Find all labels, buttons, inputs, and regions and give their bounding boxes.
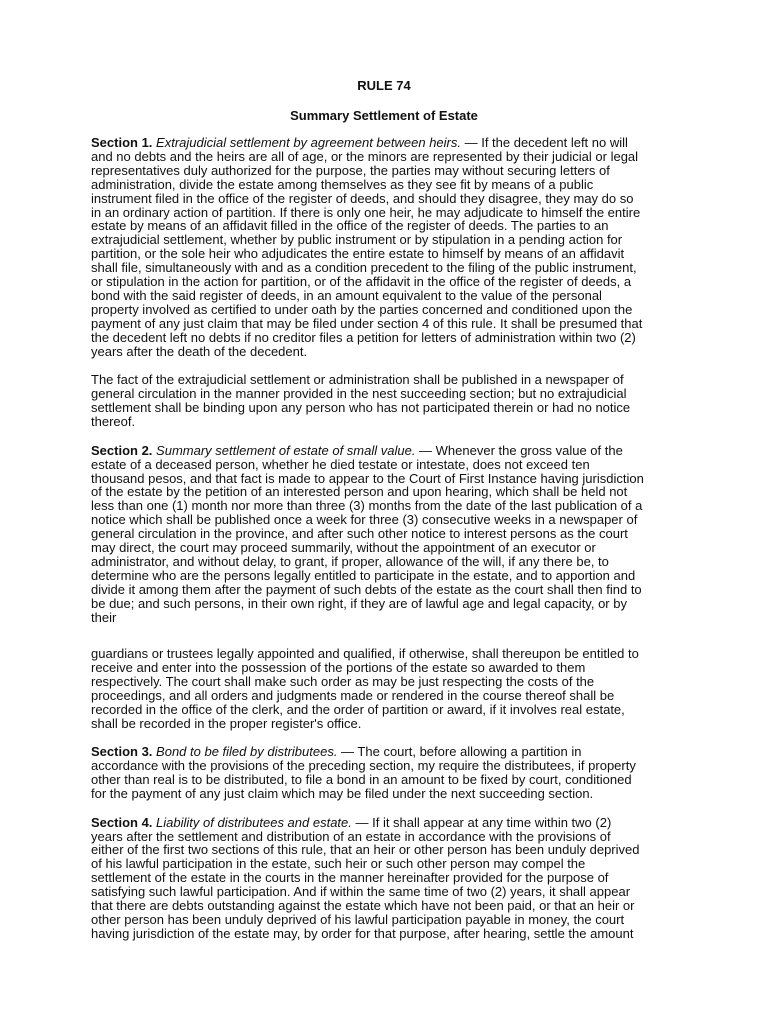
section-1-title: Extrajudicial settlement by agreement between heirs.: [156, 135, 461, 150]
text-line: settlement shall be binding upon any person who has not participated therein or had no notice: [91, 400, 631, 416]
section-4-title: Liability of distributees and estate.: [156, 814, 352, 830]
text-line: administrator, and without delay, to grant, if proper, allowance of the will, if any there be, to: [91, 553, 609, 569]
text-line: the decedent left no debts if no creditor files a petition for letters of administration within two (2): [91, 329, 636, 345]
text-line: and no debts and the heirs are all of age, or the minors are represented by their judicial or legal: [91, 148, 639, 164]
text-line: shall file, simultaneously with and as a condition precedent to the filing of the public instrument,: [91, 260, 637, 276]
section-2-title: Summary settlement of estate of small value.: [156, 442, 416, 458]
text-line: estate by means of an affidavit filled in the office of the register of deeds. The parties to an: [91, 218, 609, 234]
section-2-heading: Section 2.: [91, 442, 153, 458]
section-1-heading: Section 1.: [91, 135, 153, 150]
text-line: may direct, the court may proceed summarily, without the appointment of an executor or: [91, 540, 596, 556]
text-line: recorded in the office of the clerk, and the order of partition or award, if it involves real estate,: [91, 701, 625, 717]
section-2-first-line: [91, 444, 691, 458]
text-line: either of the first two sections of this rule, that an heir or other person has been unduly deprived: [91, 842, 640, 858]
section-3-paragraph: [91, 745, 691, 801]
text-line: extrajudicial settlement, whether by public instrument or by stipulation in a pending action for: [91, 232, 623, 248]
section-1-first-line-rest: — If the decedent left no will: [460, 135, 628, 150]
text-line: guardians or trustees legally appointed and qualified, if otherwise, shall thereupon be entitled to: [91, 646, 639, 661]
section-1-first-line: [91, 136, 691, 150]
section-3-first-line: [91, 745, 691, 759]
text-line: general circulation in the manner provided in the nest succeeding section; but no extrajudicial: [91, 386, 627, 402]
text-line: bond with the said register of deeds, in an amount equivalent to the value of the personal: [91, 287, 602, 303]
text-line: notice which shall be published once a week for three (3) consecutive weeks in a newspaper of: [91, 512, 638, 528]
section-2-first-line-rest: — Whenever the gross value of the: [415, 442, 623, 458]
section-4-heading: Section 4.: [91, 814, 153, 830]
text-line: payment of any just claim that may be filed under section 4 of this rule. It shall be presumed that: [91, 315, 643, 331]
text-line: their: [91, 609, 117, 625]
text-line: estate of a deceased person, whether he died testate or intestate, does not exceed ten: [91, 456, 590, 472]
text-line: other than real is to be distributed, to file a bond in an amount to be fixed by court, conditioned: [91, 772, 632, 788]
text-line: proceedings, and all orders and judgments made or rendered in the course thereof shall be: [91, 687, 615, 703]
text-line: determine who are the persons legally entitled to participate in the estate, and to apportion and: [91, 567, 636, 583]
text-line: settlement of the estate in the courts in the manner hereinafter provided for the purpose of: [91, 870, 609, 886]
text-line: years after the settlement and distribution of an estate in accordance with the provisions of: [91, 828, 611, 844]
text-line: of his lawful participation in the estate, such heir or such other person may compel the: [91, 856, 586, 872]
text-line: for the payment of any just claim which may be filed under the next succeeding section.: [91, 785, 594, 801]
text-line: years after the death of the decedent.: [91, 343, 308, 359]
publication-paragraph: [91, 373, 691, 429]
section-4-first-line: [91, 816, 691, 830]
section-3-heading: Section 3.: [91, 744, 153, 760]
section-3-title: Bond to be filed by distributees.: [156, 744, 338, 760]
text-line: or stipulation in the action for partition, or of the affidavit in the office of the register of deeds, a: [91, 274, 632, 290]
text-line: be due; and such persons, in their own right, if they are of lawful age and legal capacity, or by: [91, 595, 627, 611]
text-line: property involved as certified to under oath by the parties concerned and conditioned upon the: [91, 301, 633, 317]
document-body: [91, 136, 691, 941]
text-line: accordance with the provisions of the preceding section, my require the distributees, if property: [91, 758, 636, 774]
text-line: thereof.: [91, 414, 136, 430]
text-line: shall be recorded in the proper register's office.: [91, 715, 362, 731]
text-line: general circulation in the province, and after such other notice to interest persons as the court: [91, 526, 628, 542]
text-line: partition, or the sole heir who adjudicates the entire estate to himself by means of an affidavit: [91, 246, 625, 262]
text-line: in an ordinary action of partition. If there is only one heir, he may adjudicate to himself the entire: [91, 204, 641, 220]
text-line: divide it among them after the payment of such debts of the estate as the court shall then find to: [91, 581, 642, 597]
text-line: of the estate by the petition of an interested person and upon hearing, which shall be held not: [91, 484, 628, 500]
rule-title: RULE 74: [357, 78, 411, 93]
section-4-first-line-rest: — If it shall appear at any time within two (2): [351, 814, 612, 830]
text-line: representatives duly authorized for the purpose, the parties may without securing letters of: [91, 162, 610, 178]
text-line: instrument filed in the office of the register of deeds, and should they disagree, they may do so: [91, 190, 634, 206]
text-line: administration, divide the estate among themselves as they see fit by means of a public: [91, 176, 594, 192]
text-line: other person has been unduly deprived of his lawful participation payable in money, the court: [91, 912, 625, 927]
text-line: less than one (1) month nor more than three (3) months from the date of the last publication of a: [91, 498, 643, 514]
text-line: The fact of the extrajudicial settlement or administration shall be published in a newspaper of: [91, 372, 624, 388]
text-line: respectively. The court shall make such order as may be just respecting the costs of the: [91, 673, 595, 689]
section-2-continuation-paragraph: [91, 647, 691, 730]
section-1-paragraph: [91, 136, 691, 359]
text-line: satisfying such lawful participation. And if within the same time of two (2) years, it shall appear: [91, 884, 631, 900]
text-line: that there are debts outstanding against the estate which have not been paid, or that an heir or: [91, 898, 635, 914]
text-line: having jurisdiction of the estate may, by order for that purpose, after hearing, settle the amount: [91, 925, 634, 941]
text-line: receive and enter into the possession of the portions of the estate so awarded to them: [91, 659, 586, 675]
section-4-paragraph: [91, 816, 691, 941]
text-line: thousand pesos, and that fact is made to appear to the Court of First Instance having jurisdiction: [91, 470, 644, 486]
section-2-paragraph: [91, 444, 691, 625]
section-3-first-line-rest: — The court, before allowing a partition in: [337, 744, 582, 760]
rule-subtitle: Summary Settlement of Estate: [290, 108, 478, 123]
